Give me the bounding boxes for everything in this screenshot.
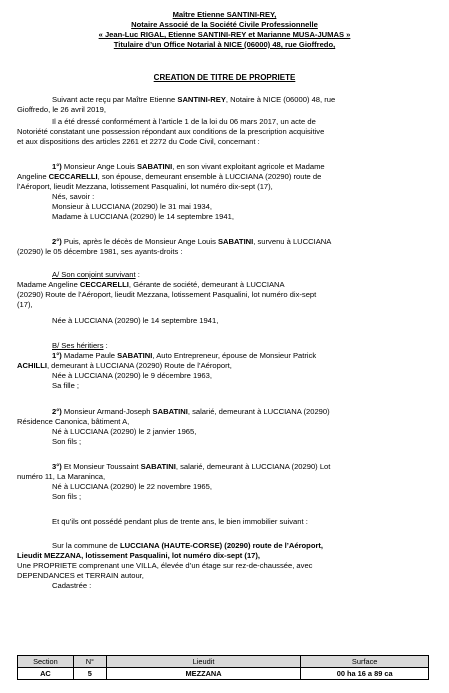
person2-line-1: 2°) Puis, après le décès de Monsieur Ange Louis SABATINI, survenu à LUCCIANA: [52, 237, 332, 246]
intro-line-4: Notoriété constatant une possession répondant aux conditions de la prescription acquisitive: [17, 127, 325, 136]
spouse-line-2: (20290) Route de l’Aéroport, lieudit Mezzana, lotissement Pasqualini, lot numéro dix-sept: [17, 290, 317, 299]
intro-line-5: et aux dispositions des articles 2261 et 2272 du Code Civil, concernant :: [17, 137, 260, 146]
property-line-3: Une PROPRIETE comprenant une VILLA, élevée d’un étage sur rez-de-chaussée, avec: [17, 561, 313, 570]
spouse-line-1: Madame Angeline CECCARELLI, Gérante de société, demeurant à LUCCIANA: [17, 280, 285, 289]
cadastre-cell-lieudit: MEZZANA: [106, 668, 300, 680]
heir3-line-1: 3°) Et Monsieur Toussaint SABATINI, salarié, demeurant à LUCCIANA (20290) Lot: [52, 462, 331, 471]
notary-company: Notaire Associé de la Société Civile Professionnelle: [131, 20, 318, 29]
property-line-2: Lieudit MEZZANA, lotissement Pasqualini, lot numéro dix-sept (17),: [17, 551, 261, 560]
cadastre-header-surface: Surface: [301, 656, 429, 668]
heir1-line-4: Sa fille ;: [52, 381, 80, 390]
notary-partners: « Jean-Luc RIGAL, Etienne SANTINI-REY et Marianne MUSA-JUMAS »: [98, 30, 351, 39]
heir2-line-3: Né à LUCCIANA (20290) le 2 janvier 1965,: [52, 427, 197, 436]
cadastre-cell-section: AC: [18, 668, 74, 680]
spouse-line-3: (17),: [17, 300, 33, 309]
intro-line-1: Suivant acte reçu par Maître Etienne SANTINI-REY, Notaire à NICE (06000) 48, rue: [52, 95, 336, 104]
notary-office: Titulaire d’un Office Notarial à NICE (06000) 48, rue Gioffredo,: [113, 40, 336, 49]
property-line-5: Cadastrée :: [52, 581, 92, 590]
heir3-line-3: Né à LUCCIANA (20290) le 22 novembre 1965,: [52, 482, 212, 491]
person1-line-5: Monsieur à LUCCIANA (20290) le 31 mai 1934,: [52, 202, 212, 211]
heir2-line-4: Son fils ;: [52, 437, 82, 446]
spouse-line-4: Née à LUCCIANA (20290) le 14 septembre 1941,: [52, 316, 219, 325]
cadastre-cell-surface: 00 ha 16 a 89 ca: [301, 668, 429, 680]
cadastre-header-lieudit: Lieudit: [106, 656, 300, 668]
heir1-line-2: ACHILLI, demeurant à LUCCIANA (20290) Route de l’Aéroport,: [17, 361, 232, 370]
heir2-line-1: 2°) Monsieur Armand-Joseph SABATINI, salarié, demeurant à LUCCIANA (20290): [52, 407, 330, 416]
heir1-line-1: 1°) Madame Paule SABATINI, Auto Entrepreneur, épouse de Monsieur Patrick: [52, 351, 317, 360]
cadastre-header-number: N°: [73, 656, 106, 668]
person1-line-1: 1°) Monsieur Ange Louis SABATINI, en son vivant exploitant agricole et Madame: [52, 162, 325, 171]
person1-line-2: Angeline CECCARELLI, son épouse, demeurant ensemble à LUCCIANA (20290) route de: [17, 172, 322, 181]
intro-line-2: Gioffredo, le 26 avril 2019,: [17, 105, 106, 114]
heir3-line-2: numéro 11, La Maraninca,: [17, 472, 106, 481]
heirs-heading: B/ Ses héritiers :: [52, 341, 108, 350]
table-row: [18, 668, 429, 680]
property-line-1: Sur la commune de LUCCIANA (HAUTE-CORSE) (20290) route de l’Aéroport,: [52, 541, 324, 550]
person1-line-6: Madame à LUCCIANA (20290) le 14 septembre 1941,: [52, 212, 234, 221]
heir3-line-4: Son fils ;: [52, 492, 82, 501]
property-line-4: DEPENDANCES et TERRAIN autour,: [17, 571, 144, 580]
cadastre-header-row: [18, 656, 429, 668]
heir1-line-3: Née à LUCCIANA (20290) le 9 décembre 1963,: [52, 371, 212, 380]
cadastre-cell-number: 5: [73, 668, 106, 680]
person1-line-3: l’Aéroport, lieudit Mezzana, lotissement Pasqualini, lot numéro dix-sept (17),: [17, 182, 273, 191]
person1-line-4: Nés, savoir :: [52, 192, 95, 201]
cadastre-header-section: Section: [18, 656, 74, 668]
notary-name: Maître Etienne SANTINI-REY,: [172, 10, 277, 19]
intro-line-3: Il a été dressé conformément à l’article 1 de la loi du 06 mars 2017, un acte de: [52, 117, 316, 126]
document-title: CREATION DE TITRE DE PROPRIETE: [153, 73, 296, 82]
person2-line-2: (20290) le 05 décembre 1981, ses ayants-droits :: [17, 247, 183, 256]
spouse-heading: A/ Son conjoint survivant :: [52, 270, 140, 279]
cadastre-table: [17, 655, 429, 680]
heir2-line-2: Résidence Canonica, bâtiment A,: [17, 417, 130, 426]
possession-statement: Et qu’ils ont possédé pendant plus de trente ans, le bien immobilier suivant :: [52, 517, 308, 526]
